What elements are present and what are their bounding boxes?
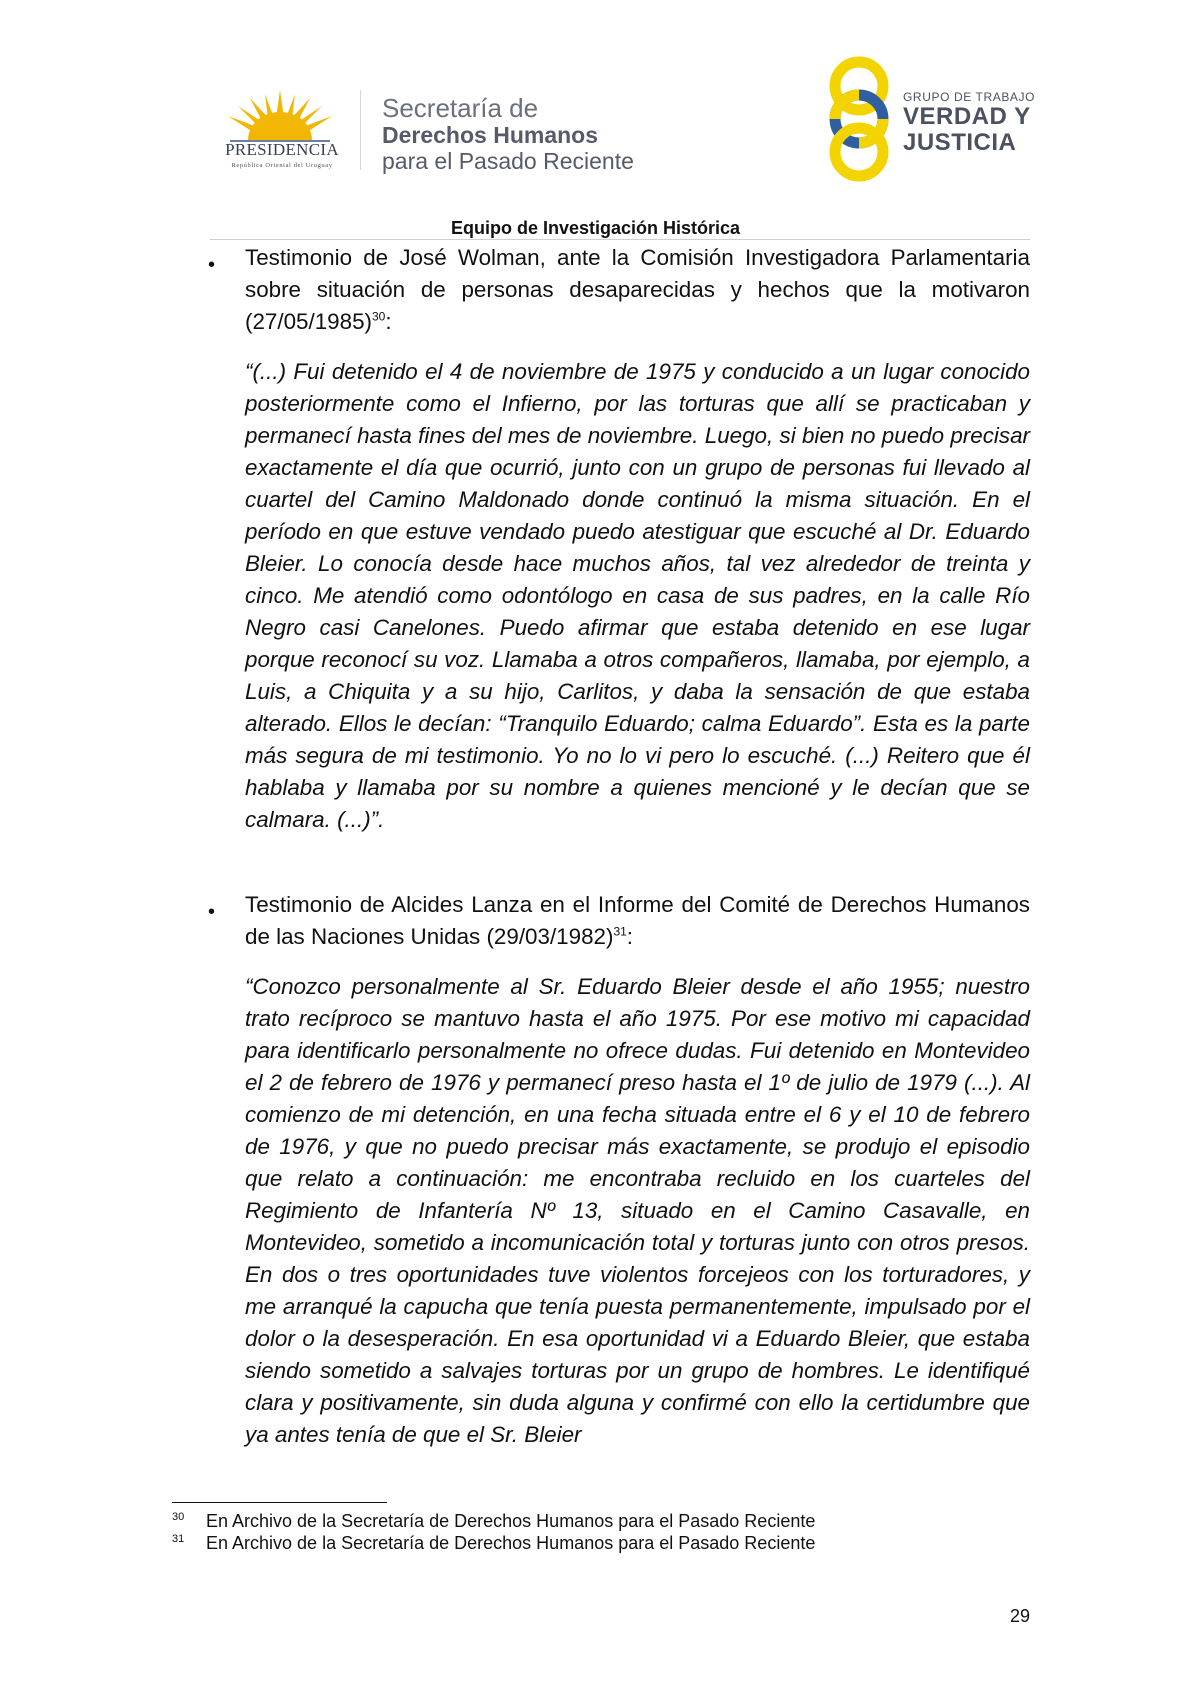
footnote-number: 30 xyxy=(172,1511,185,1523)
secretaria-line-2: Derechos Humanos xyxy=(382,122,599,148)
item-2-text: Testimonio de Alcides Lanza en el Informe del Comité de Derechos Humanos de las Naciones Unidas (29/03/1982) xyxy=(245,892,1030,949)
page-number: 29 xyxy=(1009,1606,1030,1626)
bullet-2: • xyxy=(208,901,216,923)
grupo-trabajo-text xyxy=(903,90,1035,156)
grupo-line-2: VERDAD Y xyxy=(903,103,1031,130)
footnote-ref-31[interactable]: 31 xyxy=(613,924,627,939)
footnote-text: En Archivo de la Secretaría de Derechos Humanos para el Pasado Reciente xyxy=(206,1511,816,1531)
secretaria-line-3: para el Pasado Reciente xyxy=(382,148,634,174)
grupo-line-3: JUSTICIA xyxy=(903,129,1017,156)
secretaria-line-1: Secretaría de xyxy=(382,93,539,123)
header-divider xyxy=(360,90,361,170)
item-1-text: Testimonio de José Wolman, ante la Comisión Investigadora Parlamentaria sobre situación de personas desaparecidas y hechos que la motivaron (27/05/1985) xyxy=(245,245,1030,334)
page-header xyxy=(0,0,1191,238)
footnote-number: 31 xyxy=(172,1533,185,1545)
item-1-colon: : xyxy=(385,309,392,334)
presidencia-label: PRESIDENCIA xyxy=(225,140,339,159)
grupo-line-1: GRUPO DE TRABAJO xyxy=(903,90,1036,104)
testimony-item-2 xyxy=(245,889,1030,953)
header-rule xyxy=(210,239,1030,240)
testimony-item-1 xyxy=(245,242,1030,338)
presidencia-subtitle: República Oriental del Uruguay xyxy=(231,162,333,169)
item-2-colon: : xyxy=(626,924,634,949)
footnote-ref-30[interactable]: 30 xyxy=(371,309,386,324)
testimony-quote-1: “(...) Fui detenido el 4 de noviembre de 1975 y conducido a un lugar conocido posteriormente como el Infierno, por las torturas que allí se practicaban y permanecí hasta fines del mes de noviembre. Luego, si bien no puedo precisar exactamente el día que ocurrió, junto con un grupo de personas fui llevado al cuartel del Camino Maldonado donde continuó la misma situación. En el período en que estuve vendado puedo atestiguar que escuché al Dr. Eduardo Bleier. Lo conocía desde hace muchos años, tal vez alrededor de treinta y cinco. Me atendió como odontólogo en casa de sus padres, en la calle Río Negro casi Canelones. Puedo afirmar que estaba detenido en ese lugar porque reconocí su voz. Llamaba a otros compañeros, llamaba, por ejemplo, a Luis, a Chiquita y a su hijo, Carlitos, y daba la sensación de que estaba alterado. Ellos le decían: “Tranquilo Eduardo; calma Eduardo”. Esta es la parte más segura de mi testimonio. Yo no lo vi pero lo escuché. (...) Reitero que él hablaba y llamaba por su nombre a quienes mencioné y le decían que se calmara. (...)”. xyxy=(245,359,1030,832)
secretaria-logo-text xyxy=(382,94,634,174)
footnote-rule xyxy=(172,1502,387,1503)
verdad-justicia-rings-logo xyxy=(820,56,898,182)
bullet-1: • xyxy=(208,254,216,276)
footnote-text: En Archivo de la Secretaría de Derechos Humanos para el Pasado Reciente xyxy=(206,1533,816,1553)
testimony-quote-2: “Conozco personalmente al Sr. Eduardo Bleier desde el año 1955; nuestro trato recíproco se mantuvo hasta el año 1975. Por ese motivo mi capacidad para identificarlo personalmente no ofrece dudas. Fui detenido en Montevideo el 2 de febrero de 1976 y permanecí preso hasta el 1º de julio de 1979 (...). Al comienzo de mi detención, en una fecha situada entre el 6 y el 10 de febrero de 1976, y que no puedo precisar más exactamente, se produjo el episodio que relato a continuación: me encontraba recluido en los cuarteles del Regimiento de Infantería Nº 13, situado en el Camino Casavalle, en Montevideo, sometido a incomunicación total y torturas junto con otros presos. En dos o tres oportunidades tuve violentos forcejeos con los torturadores, y me arranqué la capucha que tenía puesta permanentemente, impulsado por el dolor o la desesperación. En esa oportunidad vi a Eduardo Bleier, que estaba siendo sometido a salvajes torturas por un grupo de hombres. Le identifiqué clara y positivamente, sin duda alguna y confirmé con ello la certidumbre que ya antes tenía de que el Sr. Bleier xyxy=(245,974,1030,1447)
team-title: Equipo de Investigación Histórica xyxy=(450,218,741,238)
